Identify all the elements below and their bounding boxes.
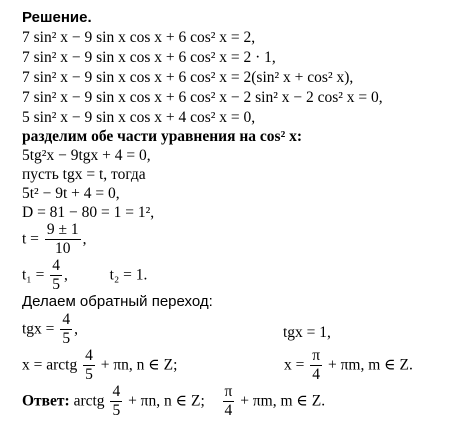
solution-right-fraction xyxy=(310,348,322,384)
solution-right xyxy=(284,348,413,384)
solution-left-numerator: 4 xyxy=(83,348,95,366)
root-fraction-numerator: 9 ± 1 xyxy=(45,222,81,240)
equation-line-5: 5 sin² x − 9 sin x cos x + 4 cos² x = 0, xyxy=(22,109,256,126)
tg-left-fraction xyxy=(60,312,72,348)
answer-fraction-1-denominator: 5 xyxy=(112,402,121,420)
root-t1-denominator: 5 xyxy=(52,276,60,294)
equation-line-1: 7 sin² x − 9 sin x cos x + 6 cos² x = 2, xyxy=(22,29,256,46)
root-t1-fraction xyxy=(50,258,62,294)
tg-equation-left xyxy=(22,312,78,348)
equation-line-4: 7 sin² x − 9 sin x cos x + 6 cos² x − 2 sin² x − 2 cos² x = 0, xyxy=(22,89,383,106)
divide-instruction: разделим обе части уравнения на cos² x: xyxy=(22,128,303,145)
answer-arctg: arctg xyxy=(73,392,105,410)
solution-right-numerator: π xyxy=(310,348,322,366)
tg-equation-right: tgx = 1, xyxy=(283,324,331,341)
tg-left-tail: , xyxy=(74,320,78,338)
answer-line xyxy=(22,384,325,420)
discriminant-line: D = 81 − 80 = 1 = 1², xyxy=(22,204,155,221)
root-formula-lhs: t = xyxy=(22,230,39,248)
roots-line xyxy=(22,258,147,294)
answer-fraction-1-numerator: 4 xyxy=(110,384,122,402)
answer-part-2-tail: + πm, m ∈ Z. xyxy=(240,392,326,410)
solution-right-tail: + πm, m ∈ Z. xyxy=(327,356,413,374)
answer-fraction-2-numerator: π xyxy=(223,384,235,402)
tg-left-denominator: 5 xyxy=(62,330,71,348)
answer-fraction-2 xyxy=(223,384,235,420)
root-formula-tail: , xyxy=(82,230,87,248)
root-t1-tail: , xyxy=(63,266,68,284)
solution-right-lhs: x = xyxy=(284,356,305,374)
answer-part-1-tail: + πn, n ∈ Z; xyxy=(128,392,205,410)
quadratic-equation: 5t² − 9t + 4 = 0, xyxy=(22,185,120,202)
tg-left-numerator: 4 xyxy=(60,312,72,330)
solution-left-tail: + πn, n ∈ Z; xyxy=(100,356,178,374)
reverse-transition: Делаем обратный переход: xyxy=(22,293,213,310)
root-fraction xyxy=(45,222,81,258)
root-formula xyxy=(22,222,86,258)
solution-left-fraction xyxy=(83,348,95,384)
root-fraction-denominator: 10 xyxy=(54,240,71,258)
root-t2: t₂ = 1. xyxy=(109,266,148,284)
equation-line-2: 7 sin² x − 9 sin x cos x + 6 cos² x = 2 · 1, xyxy=(22,49,276,66)
solution-right-denominator: 4 xyxy=(312,366,321,384)
root-t1-lhs: t₁ = xyxy=(22,266,45,284)
solution-left xyxy=(22,348,177,384)
tg-equation: 5tg²x − 9tgx + 4 = 0, xyxy=(22,147,151,164)
solution-heading: Решение. xyxy=(22,9,92,26)
solution-left-lhs: x = arctg xyxy=(22,356,78,374)
substitution-line: пусть tgx = t, тогда xyxy=(22,166,146,183)
answer-fraction-2-denominator: 4 xyxy=(224,402,233,420)
tg-left-lhs: tgx = xyxy=(22,320,55,338)
answer-label: Ответ: xyxy=(22,392,70,410)
root-t1-numerator: 4 xyxy=(50,258,62,276)
equation-line-3: 7 sin² x − 9 sin x cos x + 6 cos² x = 2(sin² x + cos² x), xyxy=(22,69,354,86)
answer-fraction-1 xyxy=(110,384,122,420)
solution-left-denominator: 5 xyxy=(85,366,93,384)
